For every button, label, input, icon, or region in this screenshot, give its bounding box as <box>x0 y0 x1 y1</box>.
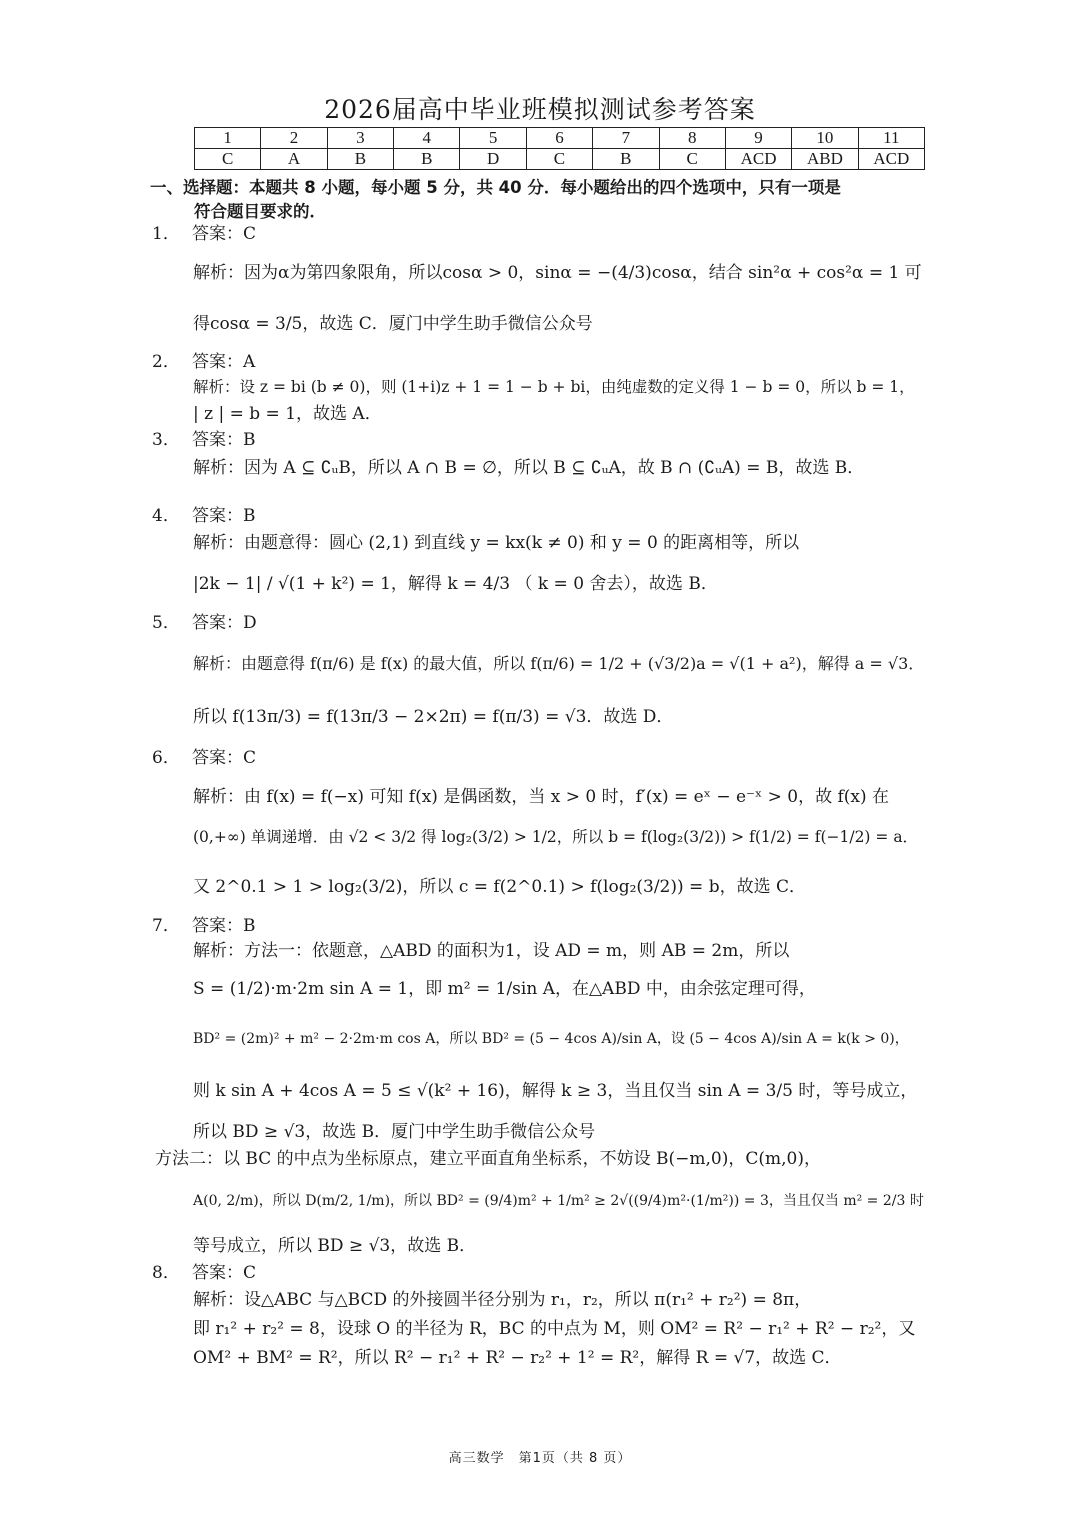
solution-line: 解析：因为α为第四象限角，所以cosα > 0，sinα = −(4/3)cosα，结合 sin²α + cos²α = 1 可 <box>193 263 922 283</box>
table-cell: C <box>659 149 725 170</box>
solution-line: 解析：设△ABC 与△BCD 的外接圆半径分别为 r₁，r₂，所以 π(r₁² + r₂²) = 8π， <box>193 1290 812 1310</box>
solution-line: 所以 BD ≥ √3，故选 B．厦门中学生助手微信公众号 <box>193 1122 596 1142</box>
table-cell: D <box>460 149 526 170</box>
answer-table-answer-row <box>195 149 925 170</box>
answer-table <box>194 127 925 170</box>
table-cell: 10 <box>792 128 858 149</box>
table-cell: A <box>261 149 327 170</box>
question-5-answer: 5． 答案：D <box>152 613 257 633</box>
solution-line: 解析：设 z = bi (b ≠ 0)，则 (1+i)z + 1 = 1 − b + bi，由纯虚数的定义得 1 − b = 0，所以 b = 1， <box>193 378 915 396</box>
question-7-answer: 7． 答案：B <box>152 916 256 936</box>
solution-line: 方法二：以 BC 的中点为坐标原点，建立平面直角坐标系，不妨设 B(−m,0)，C(m,0)， <box>155 1149 821 1169</box>
question-2-answer: 2． 答案：A <box>152 352 256 372</box>
solution-line: S = (1/2)·m·2m sin A = 1，即 m² = 1/sin A，在△ABD 中，由余弦定理可得， <box>193 979 816 999</box>
table-cell: 3 <box>327 128 393 149</box>
solution-line: 则 k sin A + 4cos A = 5 ≤ √(k² + 16)，解得 k ≥ 3，当且仅当 sin A = 3/5 时，等号成立， <box>193 1081 918 1101</box>
table-cell: 11 <box>858 128 924 149</box>
page-title: 2026届高中毕业班模拟测试参考答案 <box>324 95 756 124</box>
question-8-answer: 8． 答案：C <box>152 1263 257 1283</box>
solution-line: 所以 f(13π/3) = f(13π/3 − 2×2π) = f(π/3) = √3．故选 D． <box>193 707 674 727</box>
table-cell: 5 <box>460 128 526 149</box>
answer-table-number-row <box>195 128 925 149</box>
solution-line: A(0, 2/m)，所以 D(m/2, 1/m)，所以 BD² = (9/4)m² + 1/m² ≥ 2√((9/4)m²·(1/m²)) = 3，当且仅当 m² = 2/3 时 <box>193 1193 924 1209</box>
solution-line: BD² = (2m)² + m² − 2·2m·m cos A，所以 BD² = (5 − 4cos A)/sin A，设 (5 − 4cos A)/sin A = k(k > 0)， <box>193 1031 909 1047</box>
solution-line: 等号成立，所以 BD ≥ √3，故选 B． <box>193 1236 477 1256</box>
question-6-answer: 6． 答案：C <box>152 748 257 768</box>
solution-line: 解析：由 f(x) = f(−x) 可知 f(x) 是偶函数，当 x > 0 时，f′(x) = eˣ − e⁻ˣ > 0，故 f(x) 在 <box>193 787 890 807</box>
solution-line: 即 r₁² + r₂² = 8，设球 O 的半径为 R，BC 的中点为 M，则 OM² = R² − r₁² + R² − r₂²，又 <box>193 1319 916 1339</box>
solution-line: 解析：由题意得：圆心 (2,1) 到直线 y = kx(k ≠ 0) 和 y = 0 的距离相等，所以 <box>193 533 800 553</box>
solution-line: 解析：因为 A ⊆ ∁ᵤB，所以 A ∩ B = ∅，所以 B ⊆ ∁ᵤA，故 B ∩ (∁ᵤA) = B，故选 B． <box>193 458 865 478</box>
table-cell: 6 <box>526 128 592 149</box>
solution-line: |2k − 1| / √(1 + k²) = 1，解得 k = 4/3 （ k = 0 舍去），故选 B． <box>193 574 718 594</box>
table-cell: 8 <box>659 128 725 149</box>
table-cell: C <box>526 149 592 170</box>
page-footer: 高三数学 第1页（共 8 页） <box>448 1451 632 1466</box>
solution-line: (0,+∞) 单调递增．由 √2 < 3/2 得 log₂(3/2) > 1/2，所以 b = f(log₂(3/2)) > f(1/2) = f(−1/2) = a． <box>193 828 919 846</box>
table-cell: C <box>195 149 261 170</box>
table-cell: B <box>327 149 393 170</box>
table-cell: 7 <box>593 128 659 149</box>
section-heading <box>150 176 950 224</box>
table-cell: 1 <box>195 128 261 149</box>
table-cell: ACD <box>858 149 924 170</box>
solution-line: | z | = b = 1，故选 A． <box>193 404 382 424</box>
section-heading-line: 一、选择题：本题共 8 小题，每小题 5 分，共 40 分．每小题给出的四个选项中，只有一项是 <box>150 178 841 197</box>
solution-line: OM² + BM² = R²，所以 R² − r₁² + R² − r₂² + 1² = R²，解得 R = √7，故选 C． <box>193 1348 842 1368</box>
solution-line: 又 2^0.1 > 1 > log₂(3/2)，所以 c = f(2^0.1) > f(log₂(3/2)) = b，故选 C． <box>193 877 806 897</box>
question-4-answer: 4． 答案：B <box>152 506 256 526</box>
table-cell: ABD <box>792 149 858 170</box>
solution-line: 解析：方法一：依题意，△ABD 的面积为1，设 AD = m，则 AB = 2m，所以 <box>193 941 790 961</box>
question-3-answer: 3． 答案：B <box>152 430 256 450</box>
table-cell: B <box>593 149 659 170</box>
table-cell: 2 <box>261 128 327 149</box>
question-1-answer: 1． 答案：C <box>152 224 257 244</box>
table-cell: 4 <box>394 128 460 149</box>
table-cell: ACD <box>725 149 791 170</box>
solution-line: 解析：由题意得 f(π/6) 是 f(x) 的最大值，所以 f(π/6) = 1/2 + (√3/2)a = √(1 + a²)，解得 a = √3． <box>193 654 925 673</box>
solution-line: 得cosα = 3/5，故选 C．厦门中学生助手微信公众号 <box>193 314 593 334</box>
table-cell: 9 <box>725 128 791 149</box>
table-cell: B <box>394 149 460 170</box>
section-heading-line: 符合题目要求的． <box>194 202 326 221</box>
